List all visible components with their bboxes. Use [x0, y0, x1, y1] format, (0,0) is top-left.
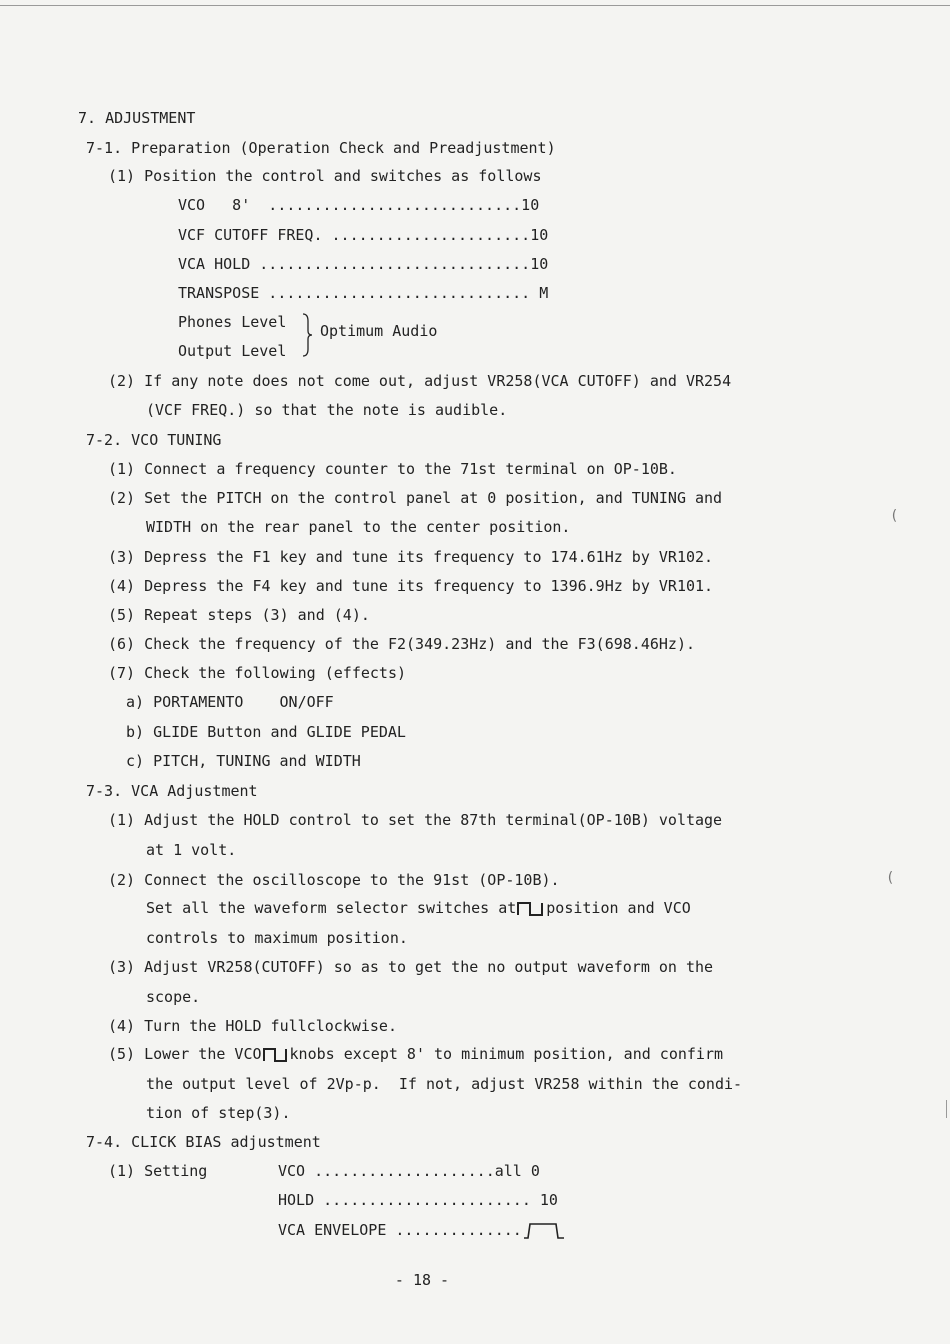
tuning-step-cont: WIDTH on the rear panel to the center position. [146, 518, 571, 536]
tuning-step: (4) Depress the F4 key and tune its frequency to 1396.9Hz by VR101. [108, 577, 714, 595]
effect-item: a) PORTAMENTO ON/OFF [126, 693, 334, 711]
click-row-label: VCA ENVELOPE .............. [278, 1221, 522, 1239]
margin-mark: ( [886, 870, 895, 886]
prep-step2-cont: (VCF FREQ.) so that the note is audible. [146, 401, 508, 419]
tuning-step: (7) Check the following (effects) [108, 664, 407, 682]
tuning-step: (5) Repeat steps (3) and (4). [108, 606, 370, 624]
vca-l2b-post: position and VCO [546, 899, 691, 917]
square-wave-icon [262, 1047, 290, 1063]
vca-step-cont [146, 898, 691, 918]
vca-step: (3) Adjust VR258(CUTOFF) so as to get the no output waveform on the [108, 958, 714, 976]
prep-step1: (1) Position the control and switches as follows [108, 167, 542, 185]
vca-step-cont: scope. [146, 988, 201, 1006]
vca-l2b-pre: Set all the waveform selector switches at [146, 899, 517, 917]
setting-line: VCA HOLD ..............................10 [178, 255, 549, 273]
tuning-heading: 7-2. VCO TUNING [86, 431, 222, 449]
tuning-step: (1) Connect a frequency counter to the 71st terminal on OP-10B. [108, 460, 677, 478]
optimum-audio: Optimum Audio [320, 322, 438, 340]
prep-heading: 7-1. Preparation (Operation Check and Preadjustment) [86, 139, 556, 157]
page-number: - 18 - [394, 1271, 450, 1289]
vca-l5-pre: (5) Lower the VCO [108, 1045, 262, 1063]
click-row: VCO ....................all 0 [278, 1162, 540, 1180]
brace-icon [302, 313, 312, 357]
vca-step [108, 1044, 723, 1064]
setting-line: TRANSPOSE ............................. M [178, 284, 549, 302]
square-wave-icon [516, 901, 546, 917]
vca-l5-post: knobs except 8' to minimum position, and confirm [289, 1045, 724, 1063]
margin-bar [946, 1100, 947, 1118]
section-title: 7. ADJUSTMENT [78, 109, 196, 127]
tuning-step: (2) Set the PITCH on the control panel at 0 position, and TUNING and [108, 489, 723, 507]
setting-line: VCO 8' ............................10 [178, 196, 540, 214]
click-row: HOLD ....................... 10 [278, 1191, 558, 1209]
vca-step: (4) Turn the HOLD fullclockwise. [108, 1017, 397, 1035]
output-level: Output Level [178, 342, 287, 360]
vca-step: (2) Connect the oscilloscope to the 91st (OP-10B). [108, 871, 560, 889]
effect-item: c) PITCH, TUNING and WIDTH [126, 752, 361, 770]
margin-mark: ( [890, 508, 899, 524]
vca-step-cont: tion of step(3). [146, 1104, 291, 1122]
click-row [278, 1220, 566, 1240]
vca-step-cont: controls to maximum position. [146, 929, 408, 947]
top-rule [0, 5, 950, 6]
click-setting-label: (1) Setting [108, 1162, 208, 1180]
effect-item: b) GLIDE Button and GLIDE PEDAL [126, 723, 406, 741]
setting-line: VCF CUTOFF FREQ. ......................10 [178, 226, 549, 244]
envelope-shape-icon [522, 1222, 566, 1240]
phones-level: Phones Level [178, 313, 287, 331]
prep-step2: (2) If any note does not come out, adjust VR258(VCA CUTOFF) and VR254 [108, 372, 732, 390]
click-heading: 7-4. CLICK BIAS adjustment [86, 1133, 321, 1151]
vca-heading: 7-3. VCA Adjustment [86, 782, 258, 800]
vca-step-cont: the output level of 2Vp-p. If not, adjust VR258 within the condi- [146, 1075, 743, 1093]
vca-step-cont: at 1 volt. [146, 841, 237, 859]
tuning-step: (3) Depress the F1 key and tune its frequency to 174.61Hz by VR102. [108, 548, 714, 566]
tuning-step: (6) Check the frequency of the F2(349.23Hz) and the F3(698.46Hz). [108, 635, 695, 653]
vca-step: (1) Adjust the HOLD control to set the 87th terminal(OP-10B) voltage [108, 811, 723, 829]
